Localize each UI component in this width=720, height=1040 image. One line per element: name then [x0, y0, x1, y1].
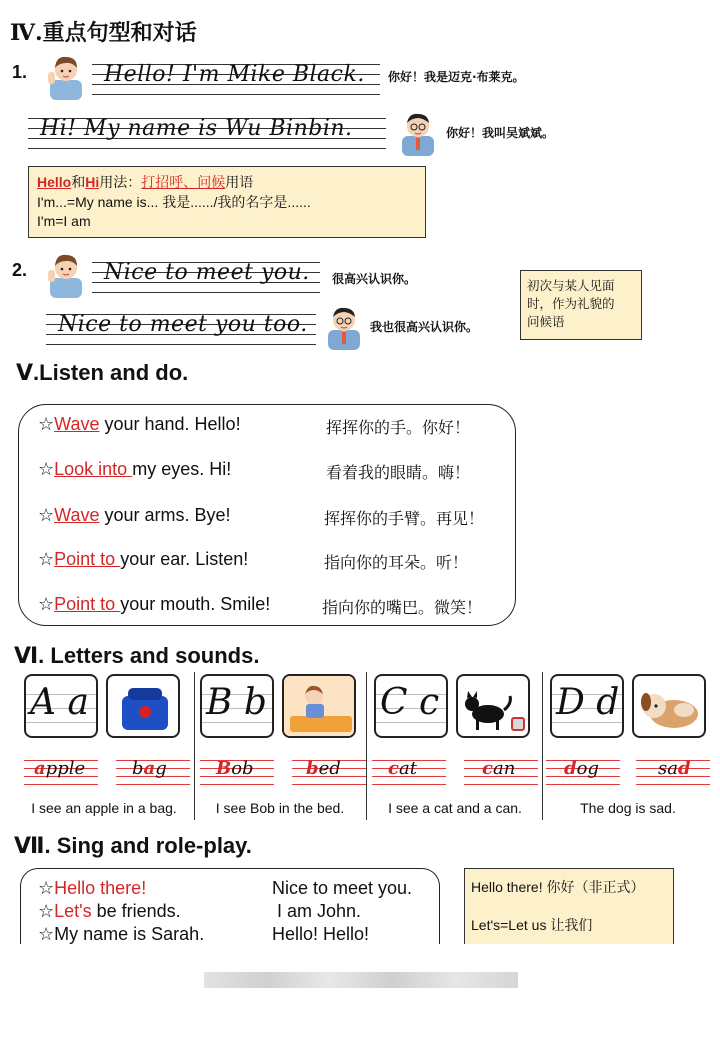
letter-card-d — [550, 674, 624, 738]
blurred-watermark — [204, 972, 518, 988]
word-band-dog — [546, 754, 620, 784]
star-icon: ☆ — [38, 505, 55, 525]
action-rest: your arms. Bye! — [99, 505, 231, 525]
sentence-hi-wu-binbin: Hi! My name is Wu Binbin. — [40, 116, 353, 141]
song-black: My name is Sarah. — [54, 924, 205, 944]
action-rest: your hand. Hello! — [99, 414, 241, 434]
word-bed-mid: b — [306, 758, 319, 779]
star-icon: ☆ — [38, 594, 55, 614]
group-divider — [194, 672, 195, 820]
listen-row-translation: 指向你的嘴巴。微笑！ — [322, 598, 483, 617]
letters-b: B b — [206, 682, 267, 723]
word-bob-first: B — [216, 758, 232, 779]
word-bag-post: g — [155, 758, 167, 779]
star-icon: ☆ — [38, 459, 55, 479]
boy-avatar-icon — [44, 52, 88, 100]
note-lets: Let's=Let us 让我们 — [471, 917, 593, 933]
letters-d: D d — [556, 682, 620, 723]
cat-icon — [458, 676, 530, 738]
note-usage: 用法： — [99, 175, 142, 191]
picture-card-dog — [632, 674, 706, 738]
listen-row-translation: 挥挥你的手。你好！ — [326, 418, 471, 437]
boy-with-glasses-avatar-icon — [322, 302, 366, 350]
word-band-bob — [200, 754, 274, 784]
word-dog-rest: og — [576, 758, 599, 779]
word-bob-rest: ob — [231, 758, 254, 779]
section-4-title: Ⅳ.重点句型和对话 — [10, 20, 197, 46]
star-icon: ☆ — [38, 924, 55, 944]
song-right: Nice to meet you. — [272, 878, 413, 898]
word-bag-pre: b — [132, 758, 144, 779]
star-icon: ☆ — [38, 549, 55, 569]
sentence-nice-to-meet-you-too: Nice to meet you too. — [58, 312, 308, 337]
word-band-bag — [116, 754, 190, 784]
word-can-post: an — [492, 758, 516, 779]
handwriting-line-3 — [92, 258, 320, 294]
note-line-3: I'm=I am — [37, 213, 91, 229]
caption-bob-bed: I see Bob in the bed. — [215, 800, 345, 816]
section-5-title: Ⅴ.Listen and do. — [16, 360, 189, 385]
handwriting-line-2 — [28, 114, 386, 150]
song-right: Hello! Hello! — [272, 924, 370, 944]
word-band-sad — [636, 754, 710, 784]
listen-row-translation: 看着我的眼睛。嗨！ — [326, 463, 471, 482]
listen-row — [38, 505, 231, 526]
note-hi: Hi — [85, 174, 100, 190]
word-band-apple — [24, 754, 98, 784]
caption-apple-bag: I see an apple in a bag. — [31, 800, 177, 816]
translation-hi-wu-binbin: 你好！我叫吴斌斌。 — [446, 126, 555, 140]
word-cat-first: c — [388, 758, 399, 779]
star-icon: ☆ — [38, 901, 55, 921]
caption-dog-sad: The dog is sad. — [580, 800, 676, 816]
word-band-cat — [372, 754, 446, 784]
listen-row-translation: 挥挥你的手臂。再见！ — [324, 509, 485, 528]
handwriting-line-4 — [46, 310, 316, 346]
song-right: I am John. — [272, 901, 362, 921]
note-box-first-meeting — [520, 270, 642, 340]
word-can-mid: c — [482, 758, 493, 779]
note-usage-red: 打招呼、问候 — [141, 175, 226, 191]
action-verb: Point to — [54, 549, 121, 569]
song-row — [38, 924, 204, 945]
picture-card-bed — [282, 674, 356, 738]
boy-avatar-icon — [44, 250, 88, 298]
listen-row — [38, 594, 270, 615]
note-usage-end: 用语 — [225, 175, 254, 191]
section-6-title: Ⅵ. Letters and sounds. — [14, 643, 260, 668]
word-sad-mid: d — [677, 758, 691, 779]
word-apple-rest: pple — [45, 758, 86, 779]
star-icon: ☆ — [38, 878, 55, 898]
letter-card-c — [374, 674, 448, 738]
action-verb: Wave — [54, 505, 100, 525]
letter-card-a — [24, 674, 98, 738]
listen-row — [38, 459, 231, 480]
song-row — [38, 878, 146, 899]
song-row — [38, 901, 181, 922]
note-he: 和 — [71, 175, 86, 191]
item-2-number: 2. — [12, 260, 28, 280]
group-divider — [366, 672, 367, 820]
listen-row — [38, 414, 241, 435]
picture-card-cat — [456, 674, 530, 738]
letter-card-b — [200, 674, 274, 738]
note2-line-3: 问候语 — [527, 314, 565, 329]
dog-icon — [634, 676, 706, 738]
caption-cat-can: I see a cat and a can. — [388, 800, 522, 816]
action-rest: your mouth. Smile! — [120, 594, 271, 614]
letters-a: A a — [30, 682, 89, 723]
action-rest: your ear. Listen! — [120, 549, 249, 569]
section-7-title: Ⅶ. Sing and role-play. — [14, 833, 252, 858]
note-hello-there: Hello there! 你好（非正式） — [471, 879, 645, 895]
picture-card-bag — [106, 674, 180, 738]
word-apple-first: a — [34, 758, 46, 779]
star-icon: ☆ — [38, 414, 55, 434]
listen-row-translation: 指向你的耳朵。听！ — [324, 553, 469, 572]
action-rest: my eyes. Hi! — [132, 459, 232, 479]
item-1-number: 1. — [12, 62, 28, 82]
note2-line-2: 时，作为礼貌的 — [527, 296, 615, 311]
action-verb: Point to — [54, 594, 121, 614]
handwriting-line-1 — [92, 60, 380, 96]
letters-c: C c — [380, 682, 440, 723]
word-dog-first: d — [564, 758, 577, 779]
group-divider — [542, 672, 543, 820]
word-bag-mid: a — [143, 758, 156, 779]
action-verb: Look into — [54, 459, 133, 479]
translation-nice-to-meet-you-too: 我也很高兴认识你。 — [370, 320, 479, 334]
song-red: Hello there! — [54, 878, 147, 898]
note-box-hello-there — [464, 868, 674, 944]
action-verb: Wave — [54, 414, 100, 434]
word-band-can — [464, 754, 538, 784]
listen-row — [38, 549, 248, 570]
word-sad-pre: sa — [658, 758, 678, 779]
note-hello: Hello — [37, 174, 72, 190]
song-black: be friends. — [91, 901, 181, 921]
song-red: Let's — [54, 901, 92, 921]
sentence-hello-mike: Hello! I'm Mike Black. — [104, 62, 365, 87]
translation-hello-mike: 你好！我是迈克·布莱克。 — [388, 70, 525, 84]
word-cat-rest: at — [398, 758, 417, 779]
translation-nice-to-meet-you: 很高兴认识你。 — [332, 272, 417, 286]
word-bed-post: ed — [318, 758, 341, 779]
bag-icon — [108, 676, 180, 738]
word-band-bed — [292, 754, 366, 784]
note-box-hello-hi — [28, 166, 426, 238]
sentence-nice-to-meet-you: Nice to meet you. — [104, 260, 310, 285]
note2-line-1: 初次与某人见面 — [527, 278, 615, 293]
boy-with-glasses-avatar-icon — [396, 108, 440, 156]
note-line-2: I'm...=My name is... 我是....../我的名字是...... — [37, 194, 311, 210]
bed-icon — [284, 676, 356, 738]
